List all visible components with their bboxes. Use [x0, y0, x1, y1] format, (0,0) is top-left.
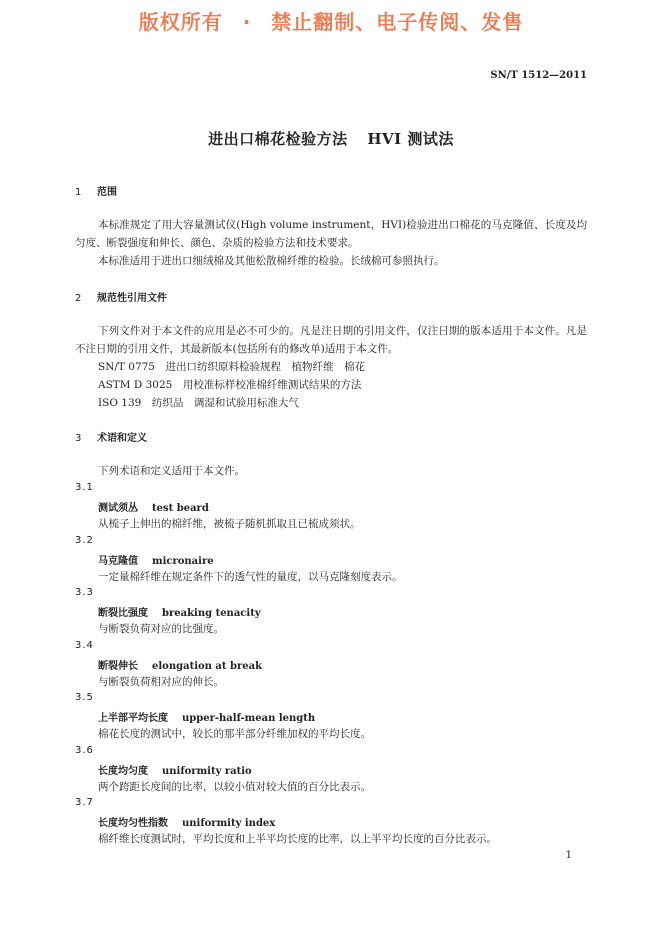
reference-item: ASTM D 3025 用校准标样校准棉纤维测试结果的方法 [98, 379, 362, 391]
paragraph: 下列文件对于本文件的应用是必不可少的。凡是注日期的引用文件，仅注日期的版本适用于本文件。凡是不注日期的引用文件，其最新版本(包括所有的修改单)适用于本文件。 [75, 325, 587, 355]
term-name [98, 762, 252, 777]
term-name [98, 552, 214, 567]
term-number: 3.5 [75, 692, 94, 703]
paragraph: 本标准适用于进出口细绒棉及其他松散棉纤维的检验。长绒棉可参照执行。 [98, 255, 445, 267]
title-en: HVI 测试法 [367, 130, 454, 148]
term-number: 3.7 [75, 797, 94, 808]
section-2-heading [75, 289, 167, 304]
watermark-text-2: 禁止翻制、电子传阅、发售 [271, 10, 524, 34]
watermark-separator: · [242, 10, 252, 34]
section-3-heading [75, 429, 147, 444]
term-zh: 上半部平均长度 [98, 713, 168, 724]
copyright-watermark [0, 6, 662, 35]
term-en: test beard [152, 503, 209, 514]
term-definition: 一定量棉纤维在规定条件下的透气性的量度，以马克隆刻度表示。 [98, 571, 403, 583]
term-name [98, 604, 261, 619]
term-en: breaking tenacity [162, 608, 261, 619]
term-name [98, 814, 275, 829]
reference-item: SN/T 0775 进出口纺织原料检验规程 植物纤维 棉花 [98, 361, 365, 373]
paragraph: 下列术语和定义适用于本文件。 [98, 465, 245, 477]
term-number: 3.1 [75, 482, 94, 493]
term-name [98, 709, 315, 724]
term-definition: 与断裂负荷相对应的伸长。 [98, 676, 224, 688]
term-zh: 长度均匀度 [98, 766, 148, 777]
page-number: 1 [565, 850, 572, 861]
section-title: 术语和定义 [97, 433, 147, 444]
document-title [0, 128, 662, 149]
term-definition: 从梳子上伸出的棉纤维，被梳子随机抓取且已梳成须状。 [98, 518, 361, 530]
term-number: 3.4 [75, 640, 94, 651]
term-en: uniformity ratio [162, 766, 252, 777]
title-zh: 进出口棉花检验方法 [208, 130, 348, 148]
section-number: 3 [75, 433, 82, 444]
section-title: 规范性引用文件 [97, 293, 167, 304]
reference-item: ISO 139 纺织品 调湿和试验用标准大气 [98, 397, 299, 409]
paragraph: 本标准规定了用大容量测试仪(High volume instrument，HVI)检验进出口棉花的马克隆值、长度及均匀度、断裂强度和伸长、颜色、杂质的检验方法和技术要求。 [75, 219, 587, 249]
term-name [98, 657, 262, 672]
term-en: elongation at break [152, 661, 263, 672]
term-zh: 长度均匀性指数 [98, 818, 168, 829]
term-name [98, 499, 209, 514]
term-definition: 棉纤维长度测试时，平均长度和上半平均长度的比率，以上半平均长度的百分比表示。 [98, 833, 497, 845]
section-title: 范围 [97, 187, 117, 198]
term-definition: 与断裂负荷对应的比强度。 [98, 623, 224, 635]
term-number: 3.3 [75, 587, 94, 598]
section-number: 1 [75, 187, 82, 198]
watermark-text-1: 版权所有 [138, 10, 223, 34]
term-zh: 断裂比强度 [98, 608, 148, 619]
term-definition: 棉花长度的测试中，较长的那半部分纤维加权的平均长度。 [98, 728, 371, 740]
term-zh: 马克隆值 [98, 556, 138, 567]
term-zh: 测试须丛 [98, 503, 138, 514]
term-en: uniformity index [182, 818, 276, 829]
section-1-body [75, 216, 587, 270]
section-2-body [75, 322, 587, 412]
term-number: 3.2 [75, 535, 94, 546]
term-definition: 两个跨距长度间的比率，以较小值对较大值的百分比表示。 [98, 781, 371, 793]
term-en: micronaire [152, 556, 214, 567]
section-number: 2 [75, 293, 82, 304]
section-1-heading [75, 183, 117, 198]
term-en: upper-half-mean length [182, 713, 316, 724]
term-number: 3.6 [75, 745, 94, 756]
section-3-intro [75, 462, 587, 480]
term-zh: 断裂伸长 [98, 661, 138, 672]
standard-code: SN/T 1512—2011 [490, 70, 587, 81]
